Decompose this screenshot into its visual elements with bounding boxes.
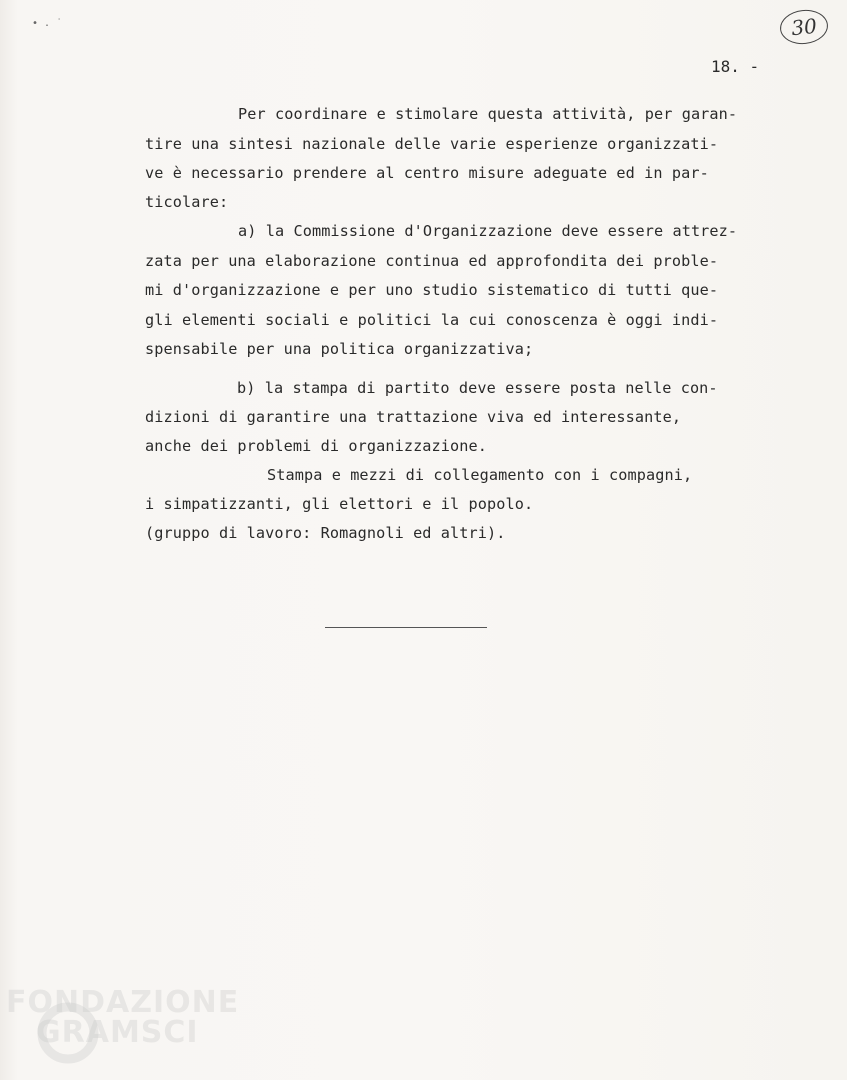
item-a-line-3: mi d'organizzazione e per uno studio sistematico di tutti que- (145, 281, 719, 299)
item-a-line-4: gli elementi sociali e politici la cui conoscenza è oggi indi- (145, 311, 719, 329)
closing-rule (325, 627, 487, 628)
paper-specks: • . ˙ (32, 18, 63, 29)
section-heading-line-1: Stampa e mezzi di collegamento con i compagni, (267, 466, 693, 484)
item-a-line-5: spensabile per una politica organizzativa; (145, 340, 534, 358)
item-a-line-1: a) la Commissione d'Organizzazione deve essere attrez- (238, 222, 738, 240)
watermark-line-2: GRAMSCI (36, 1015, 199, 1050)
paragraph-1-line-4: ticolare: (145, 193, 229, 211)
working-group-note: (gruppo di lavoro: Romagnoli ed altri). (145, 524, 506, 542)
section-heading-line-2: i simpatizzanti, gli elettori e il popolo. (145, 495, 534, 513)
archive-watermark (6, 985, 240, 1050)
paragraph-1-line-1: Per coordinare e stimolare questa attività, per garan- (238, 105, 738, 123)
paragraph-1-line-2: tire una sintesi nazionale delle varie esperienze organizzati- (145, 135, 719, 153)
item-b-line-3: anche dei problemi di organizzazione. (145, 437, 488, 455)
item-b-line-2: dizioni di garantire una trattazione viva ed interessante, (145, 408, 682, 426)
paragraph-1-line-3: ve è necessario prendere al centro misure adeguate ed in par- (145, 164, 709, 182)
page-number: 18. - (711, 57, 760, 76)
archive-number-circled: 30 (778, 8, 829, 47)
item-a-line-2: zata per una elaborazione continua ed approfondita dei proble- (145, 252, 719, 270)
watermark-line-1: FONDAZIONE (6, 985, 240, 1020)
item-b-line-1: b) la stampa di partito deve essere posta nelle con- (237, 379, 718, 397)
